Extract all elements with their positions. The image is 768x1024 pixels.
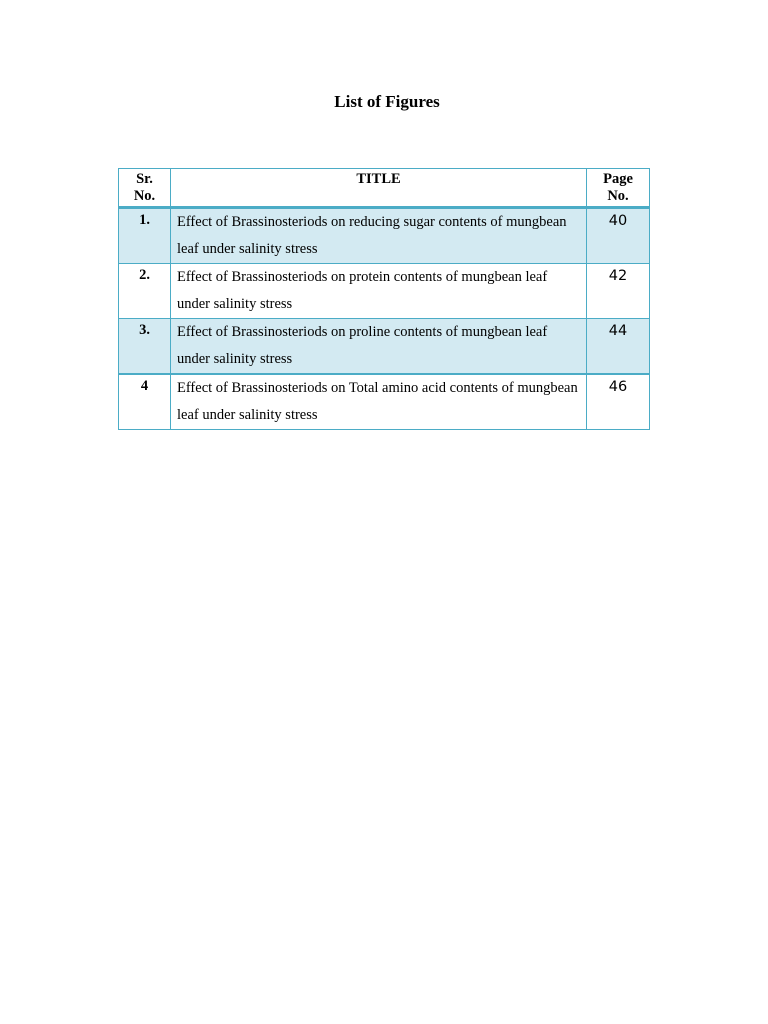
row-sr-no: 4: [119, 374, 171, 430]
header-sr-line1: Sr.: [136, 171, 153, 187]
header-sr-no: [119, 169, 171, 208]
table-row: [119, 374, 650, 430]
figures-table: [118, 168, 650, 430]
row-sr-no: 1.: [119, 208, 171, 264]
header-sr-line2: No.: [133, 188, 156, 204]
row-sr-no: 3.: [119, 319, 171, 375]
row-page-no: 42: [587, 264, 650, 319]
header-page-line1: Page: [603, 171, 633, 187]
table-row: [119, 319, 650, 375]
header-page-no: [587, 169, 650, 208]
row-page-no: 44: [587, 319, 650, 375]
row-page-no: 46: [587, 374, 650, 430]
header-title: TITLE: [171, 169, 587, 208]
row-title: Effect of Brassinosteriods on reducing sugar contents of mungbean leaf under salinity stress: [171, 208, 587, 264]
table-row: [119, 264, 650, 319]
header-page-line2: No.: [607, 188, 629, 204]
table-header-row: [119, 169, 650, 208]
row-title: Effect of Brassinosteriods on protein contents of mungbean leaf under salinity stress: [171, 264, 587, 319]
row-sr-no: 2.: [119, 264, 171, 319]
row-title: Effect of Brassinosteriods on Total amino acid contents of mungbean leaf under salinity stress: [171, 374, 587, 430]
page-title: List of Figures: [334, 92, 440, 111]
row-page-no: 40: [587, 208, 650, 264]
table-row: [119, 208, 650, 264]
row-title: Effect of Brassinosteriods on proline contents of mungbean leaf under salinity stress: [171, 319, 587, 375]
